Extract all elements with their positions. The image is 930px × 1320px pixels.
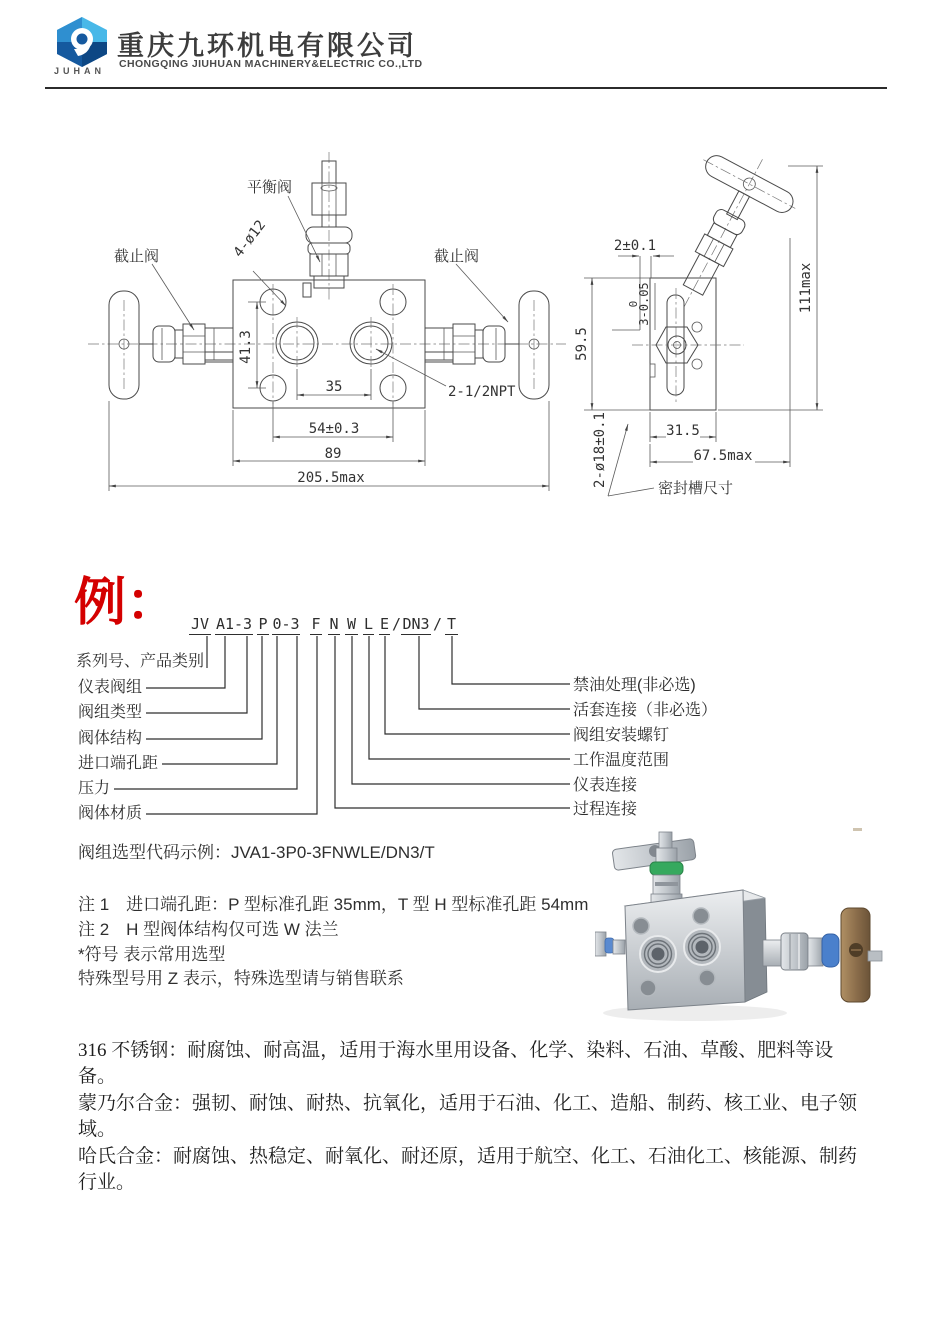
material-316-stainless: 316 不锈钢：耐腐蚀、耐高温，适用于海水里用设备、化学、染料、石油、草酸、肥料等设备。 [78, 1040, 834, 1088]
left-label-inlet-pitch: 进口端孔距 [78, 755, 159, 772]
code-segment-valve-group: A1-3 [215, 615, 253, 633]
shutoff-valve-left-drawing [109, 291, 233, 399]
code-segment-temp-range: L [363, 615, 374, 633]
note-2: 注 2 H 型阀体结构仅可选 W 法兰 [78, 920, 339, 939]
left-label-pressure: 压力 [78, 780, 111, 797]
right-label-oil-free: 禁油处理(非必选) [573, 677, 696, 694]
right-label-process-conn: 过程连接 [573, 801, 638, 818]
code-example-line: 阀组选型代码示例：JVA1-3P0-3FNWLE/DN3/T [78, 843, 435, 862]
company-name: 重庆九环机电有限公司 [117, 31, 417, 61]
code-segment-port-pitch: 0-3 [272, 615, 300, 633]
dim-groove-diameter: 2-ø18±0.1 [592, 412, 608, 488]
photo-threaded-port-left [640, 936, 676, 972]
dim-groove-depth-upper: 0 [627, 300, 640, 308]
logo-text: JUHAN [54, 66, 106, 76]
dim-groove-width: 2±0.1 [613, 238, 657, 254]
photo-right-valve [763, 908, 882, 1002]
code-separator-slash-1: / [392, 615, 402, 633]
header-divider [45, 87, 887, 89]
label-seal-groove: 密封槽尺寸 [658, 479, 734, 497]
photo-left-fitting [595, 932, 625, 956]
code-segment-process-conn: N [329, 615, 339, 633]
company-name-en: CHONGQING JIUHUAN MACHINERY&ELECTRIC CO.,LTD [119, 58, 423, 70]
right-label-mount-screw: 阀组安装螺钉 [573, 727, 670, 744]
left-label-body-material: 阀体材质 [78, 805, 143, 822]
material-monel: 蒙乃尔合金：强韧、耐蚀、耐热、抗氧化，适用于石油、化工、造船、制药、核工业、电子领域。 [78, 1092, 858, 1141]
dim-31-5: 31.5 [666, 423, 700, 439]
materials-section [78, 1038, 864, 1196]
dim-111max: 111max [798, 262, 814, 314]
product-photo [595, 820, 915, 1025]
dim-59-5: 59.5 [574, 327, 590, 361]
angled-valve-drawing [638, 140, 809, 332]
photo-threaded-port-right [684, 929, 720, 965]
left-label-body-structure: 阀体结构 [78, 730, 143, 747]
dim-groove-depth: 3-0.05 [637, 282, 651, 326]
dim-mounting-holes: 4-ø12 [230, 217, 270, 261]
label-shutoff-valve-right: 截止阀 [434, 247, 480, 265]
right-label-union-conn: 活套连接（非必选） [573, 702, 718, 719]
code-separator-slash-2: / [433, 615, 443, 633]
manifold-front-drawing [88, 152, 566, 491]
example-heading: 例： [74, 575, 179, 632]
photo-block [625, 890, 767, 1010]
dim-67-5max: 67.5max [693, 448, 753, 464]
code-segment-union-conn: DN3 [402, 615, 430, 633]
label-shutoff-valve-left: 截止阀 [114, 247, 160, 265]
dim-41-3: 41.3 [238, 330, 254, 364]
label-balance-valve: 平衡阀 [247, 178, 293, 196]
code-segment-material: F [311, 615, 321, 633]
code-segment-body-structure: P [258, 615, 268, 633]
note-symbol: *符号 表示常用选型 [78, 945, 226, 964]
note-1: 注 1 进口端孔距：P 型标准孔距 35mm，T 型 H 型标准孔距 54mm [78, 895, 589, 914]
dim-89: 89 [324, 446, 342, 462]
left-label-manifold-type: 阀组类型 [78, 704, 143, 721]
balance-valve-drawing [303, 161, 352, 297]
dim-54: 54±0.3 [308, 421, 360, 437]
code-segment-series: JV [190, 615, 210, 633]
code-segment-mount-screw: E [379, 615, 390, 633]
shutoff-valve-right-drawing [425, 291, 549, 399]
dim-205-5: 205.5max [297, 470, 365, 486]
left-label-instrument-manifold: 仪表阀组 [78, 679, 143, 696]
dim-port-thread: 2-1/2NPT [448, 384, 516, 400]
manifold-side-drawing [574, 140, 823, 497]
note-special: 特殊型号用 Z 表示，特殊选型请与销售联系 [78, 969, 404, 988]
material-hastelloy: 哈氏合金：耐腐蚀、热稳定、耐氧化、耐还原，适用于航空、化工、石油化工、核能源、制药行业。 [78, 1145, 858, 1194]
right-label-instrument-conn: 仪表连接 [573, 777, 638, 794]
technical-drawings [0, 140, 930, 520]
left-label-series: 系列号、产品类别 [76, 653, 205, 670]
code-segment-instrument-conn: W [346, 615, 357, 633]
dim-35: 35 [325, 379, 343, 395]
code-segment-oil-free: T [446, 615, 457, 633]
right-label-temp-range: 工作温度范围 [573, 752, 670, 769]
logo-icon [52, 16, 112, 68]
